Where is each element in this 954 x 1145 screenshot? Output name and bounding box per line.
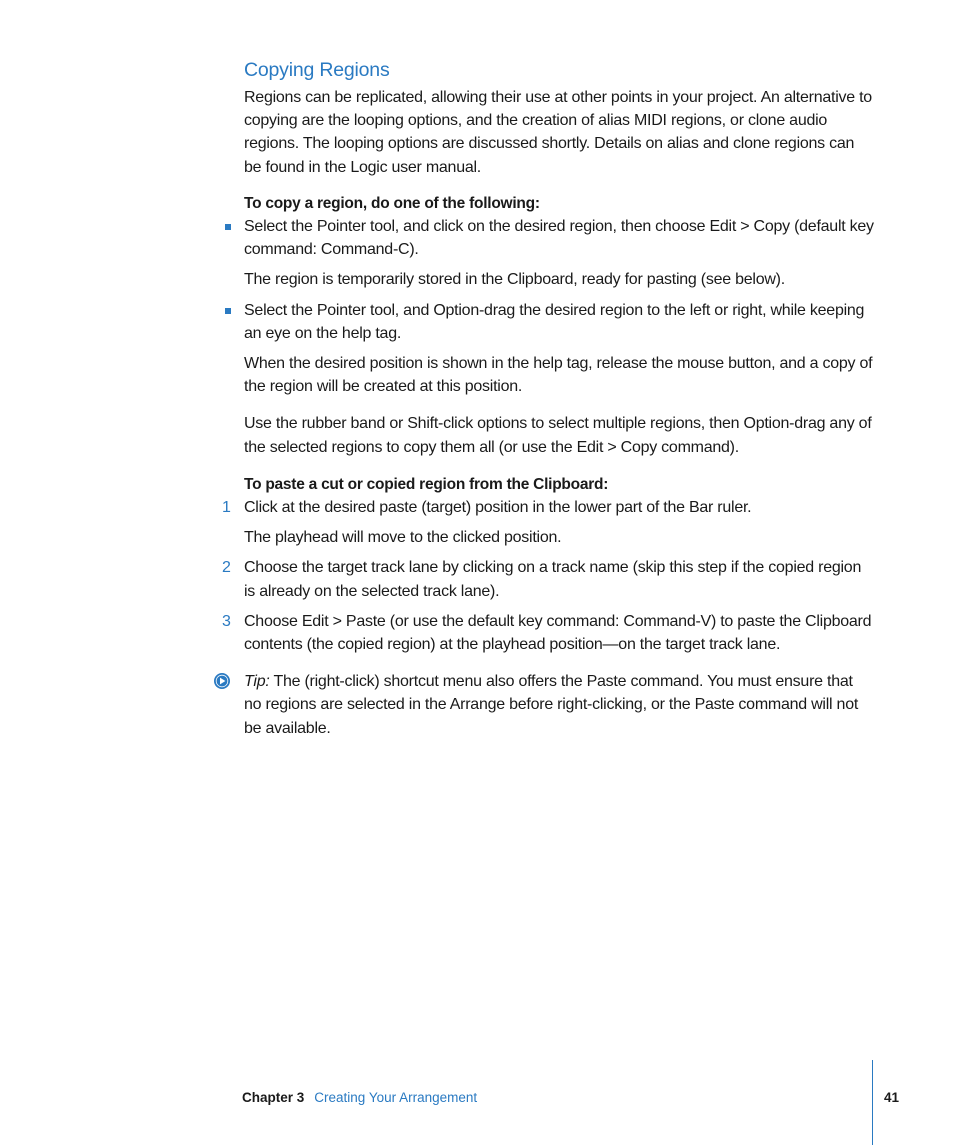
copy-bullet-item (244, 215, 874, 292)
play-arrow-icon (213, 672, 231, 690)
footer-chapter-title: Creating Your Arrangement (314, 1090, 478, 1105)
tip-callout (244, 670, 874, 740)
paste-step-text: Choose Edit > Paste (or use the default key command: Command-V) to paste the Clipboard contents (the copied region) at the playhead position—on the target track lane. (244, 612, 872, 654)
copy-bullet-result: The region is temporarily stored in the Clipboard, ready for pasting (see below). (244, 271, 785, 289)
step-number: 2 (222, 559, 231, 577)
footer-chapter: Chapter 3 (242, 1090, 305, 1105)
tip-text: The (right-click) shortcut menu also offers the Paste command. You must ensure that no regions are selected in the Arrange before right-clicking, or the Paste command will not be available. (244, 673, 859, 737)
section-heading: Copying Regions (244, 59, 390, 81)
page-content (222, 56, 874, 740)
copy-bullet-text: Select the Pointer tool, and click on the desired region, then choose Edit > Copy (default key command: Command-C). (244, 218, 874, 259)
page-footer (242, 1089, 477, 1107)
paste-step-text: Click at the desired paste (target) position in the lower part of the Bar ruler. (244, 499, 752, 517)
paste-step-result: The playhead will move to the clicked position. (244, 529, 562, 547)
copy-bullet-text: Select the Pointer tool, and Option-drag the desired region to the left or right, while keeping an eye on the help tag. (244, 301, 865, 342)
tip-label: Tip: (244, 673, 270, 691)
tip-paragraph (244, 670, 874, 740)
page-number: 41 (884, 1090, 900, 1105)
section-intro: Regions can be replicated, allowing their use at other points in your project. An alternative to copying are the looping options, and the creation of alias MIDI regions, or clone audio regions. The looping options are discussed shortly. Details on alias and clone regions can be found in the Logic user manual. (244, 89, 872, 176)
step-number: 1 (222, 499, 231, 517)
bullet-square-icon (225, 224, 231, 230)
paste-step-item (222, 496, 874, 549)
paste-step-item (222, 556, 874, 602)
paste-step-item (222, 610, 874, 656)
paste-step-text: Choose the target track lane by clicking on a track name (skip this step if the copied region is already on the selected track lane). (244, 559, 862, 600)
copy-bullet-result: When the desired position is shown in the help tag, release the mouse button, and a copy of the region will be created at this position. (244, 355, 873, 396)
copy-task-label: To copy a region, do one of the following: (244, 194, 540, 212)
step-number: 3 (222, 612, 231, 630)
paste-task-label: To paste a cut or copied region from the Clipboard: (244, 475, 609, 493)
copy-bullet-item (244, 299, 874, 399)
copy-note: Use the rubber band or Shift-click options to select multiple regions, then Option-drag any of the selected regions to copy them all (or use the Edit > Copy command). (244, 415, 872, 456)
footer-divider (872, 1060, 873, 1145)
bullet-square-icon (225, 308, 231, 314)
